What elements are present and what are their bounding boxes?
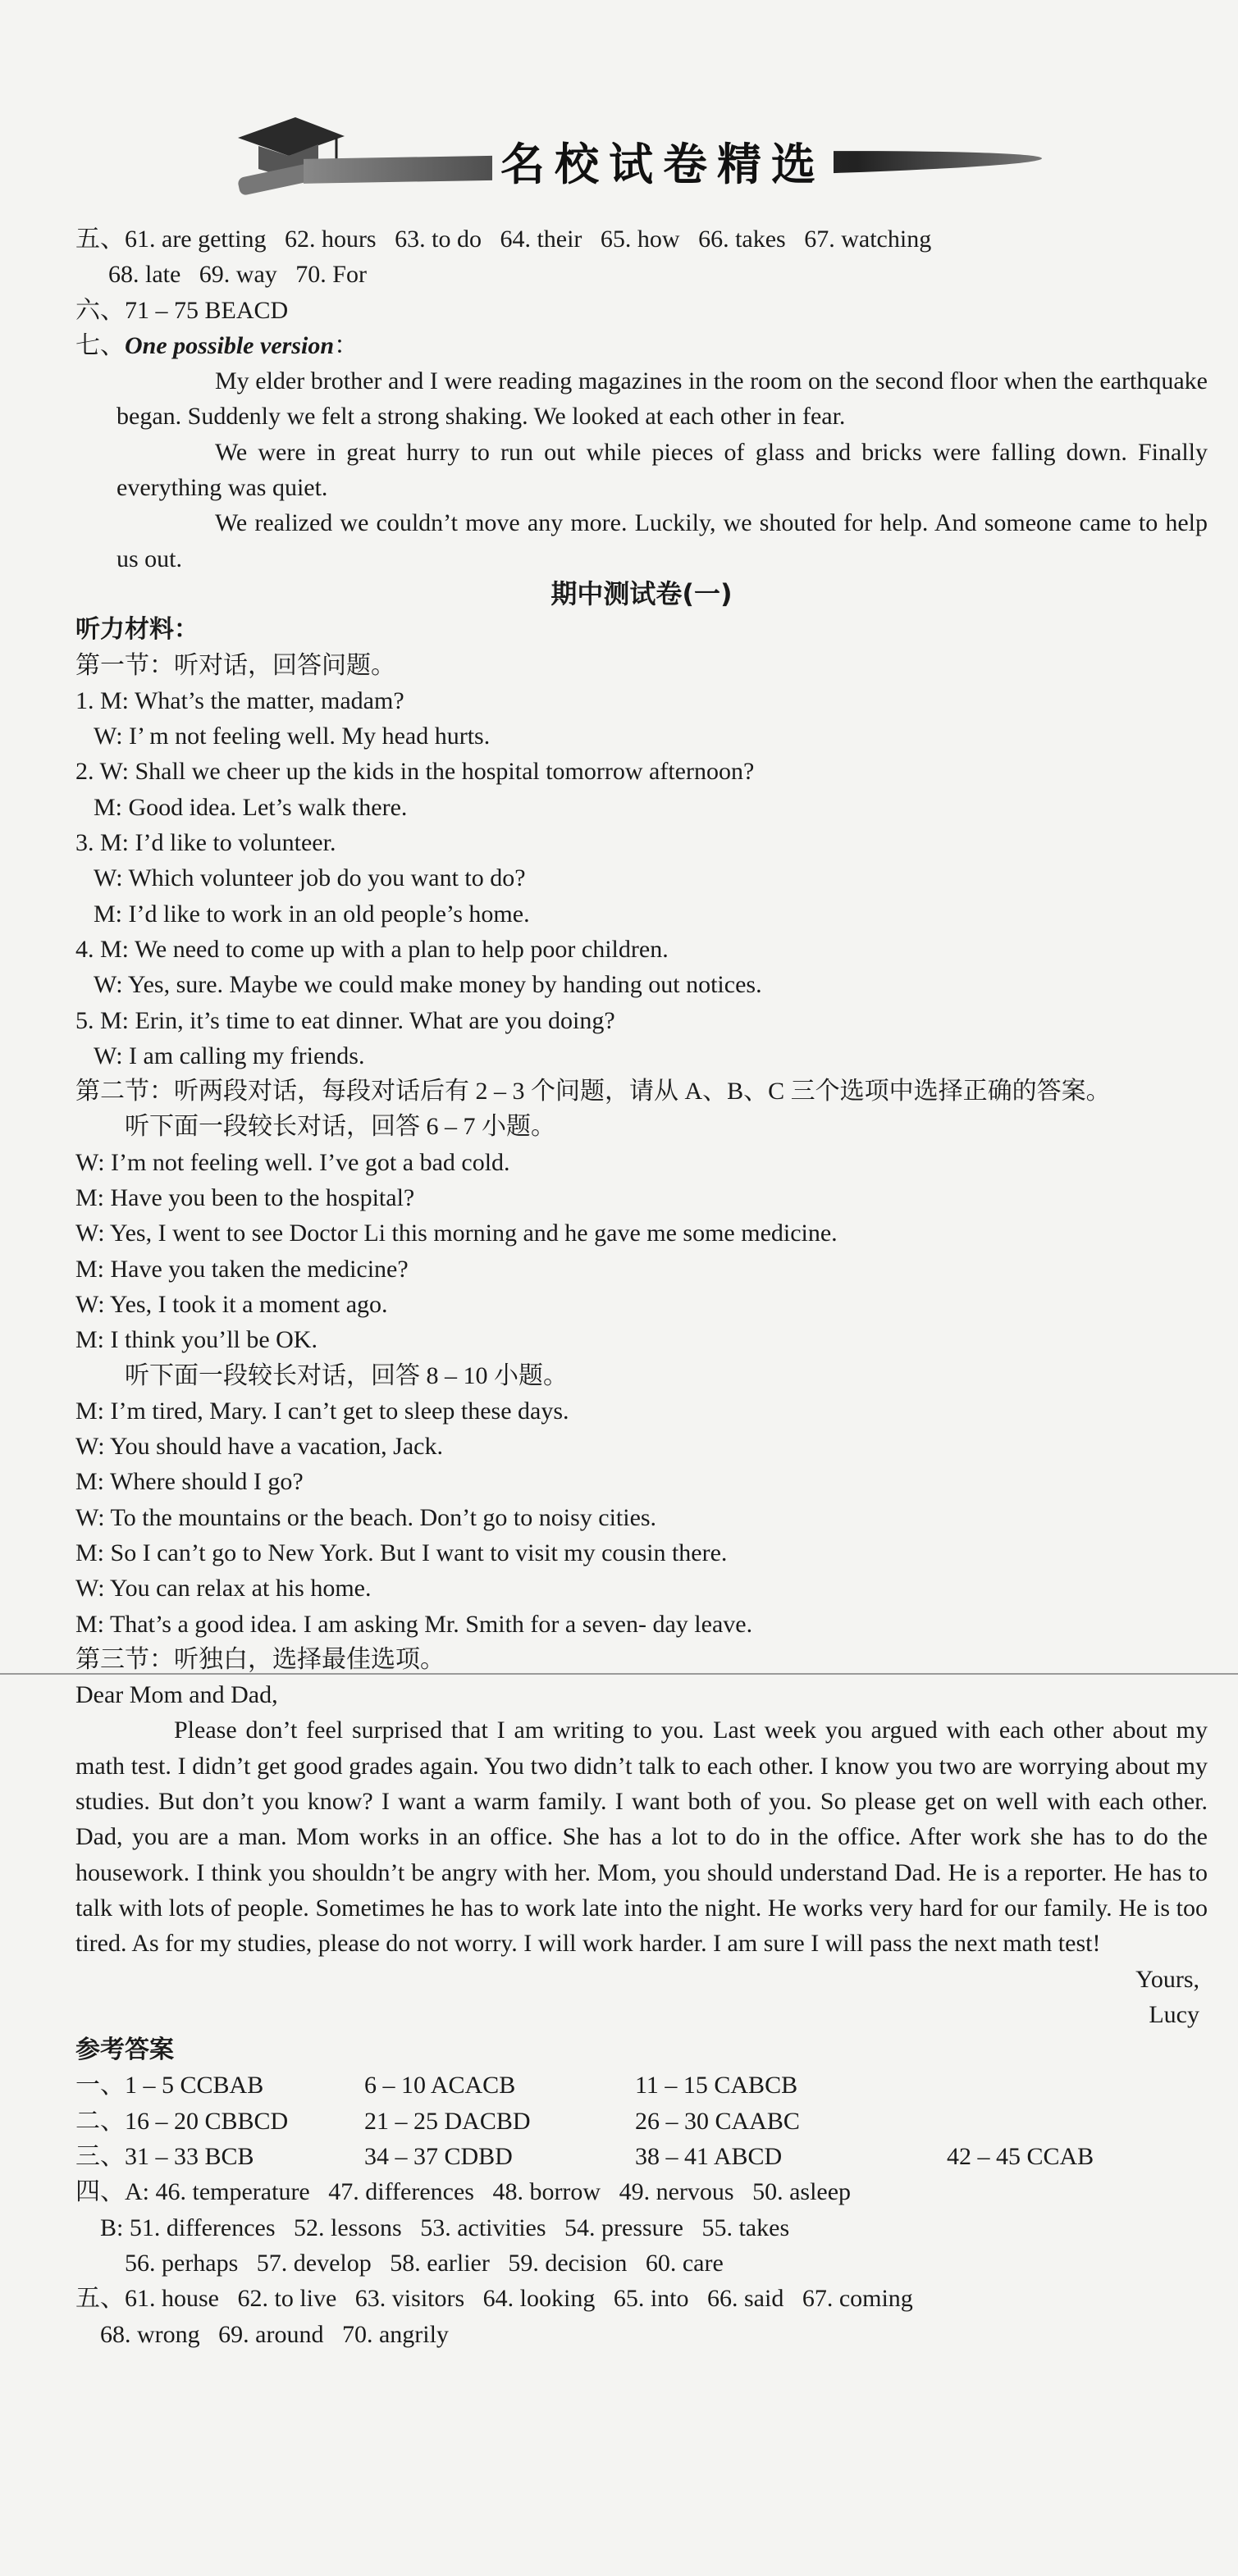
answer-cell: 34 – 37 CDBD	[364, 2143, 513, 2171]
dialog-line: M: I’d like to work in an old people’s home.	[94, 900, 530, 928]
dialog-line: M: Good idea. Let’s walk there.	[94, 793, 408, 821]
dialog-line: M: Where should I go?	[75, 1468, 304, 1496]
answer-line: B: 51. differences 52. lessons 53. activities 54. pressure 55. takes	[100, 2214, 790, 2241]
letter-body: Please don’t feel surprised that I am writing to you. Last week you argued with each other about my math test. I didn’t get good grades again. You two didn’t talk to each other. I know you two are worrying about my studies. But don’t you know? I want a warm family. I want both of you. So please get on well with each other. Dad, you are a man. Mom works in an office. She has a lot to do in the office. After work she has to do the housework. I think you shouldn’t be angry with her. Mom, you should understand Dad. He is a reporter. He has to talk with lots of people. Sometimes he has to work late into the night. He works very hard for our family. He is too tired. As for my studies, please do not worry. I will work harder. I am sure I will pass the next math test!	[75, 1717, 1208, 1958]
answer-cell: 二、16 – 20 CBBCD	[75, 2107, 289, 2135]
dialog-line: W: Which volunteer job do you want to do?	[94, 864, 526, 892]
answers-heading: 参考答案	[75, 2036, 174, 2064]
test-title: 期中测试卷(一)	[550, 577, 733, 609]
dialog-line: M: I’m tired, Mary. I can’t get to sleep these days.	[75, 1397, 569, 1425]
essay-paragraph: We were in great hurry to run out while pieces of glass and bricks were falling down. Finally everything was quiet.	[116, 438, 1208, 502]
dialog-line: W: Yes, I went to see Doctor Li this morning and he gave me some medicine.	[75, 1220, 838, 1247]
answer-line: 68. late 69. way 70. For	[108, 261, 367, 289]
dialog-line: W: Yes, I took it a moment ago.	[75, 1290, 388, 1318]
listening-part-heading: 第二节：听两段对话，每段对话后有 2 – 3 个问题，请从 A、B、C 三个选项中选择正确的答案。	[75, 1078, 1111, 1106]
dialog-line: W: You should have a vacation, Jack.	[75, 1433, 443, 1461]
letter-closing: Yours,	[1135, 1965, 1199, 1993]
answer-cell: 26 – 30 CAABC	[635, 2107, 800, 2135]
listening-part-heading: 第一节：听对话，回答问题。	[75, 651, 395, 679]
answer-line: 四、A: 46. temperature 47. differences 48. borrow 49. nervous 50. asleep	[75, 2178, 852, 2206]
answer-line: 五、61. are getting 62. hours 63. to do 64. their 65. how 66. takes 67. watching	[75, 226, 932, 253]
dialog-line: M: Have you been to the hospital?	[75, 1184, 415, 1212]
listening-instruction: 听下面一段较长对话，回答 6 – 7 小题。	[125, 1113, 555, 1141]
answer-cell: 42 – 45 CCAB	[947, 2143, 1094, 2171]
answers-row	[75, 2104, 1208, 2139]
fold-divider	[0, 1673, 1238, 1675]
listening-heading: 听力材料：	[75, 616, 199, 644]
section-heading: 七、One possible version：	[75, 331, 359, 359]
dialog-line: M: That’s a good idea. I am asking Mr. Smith for a seven- day leave.	[75, 1610, 753, 1638]
page-header	[222, 105, 1042, 203]
dialog-line: W: You can relax at his home.	[75, 1575, 372, 1603]
answer-line: 六、71 – 75 BEACD	[75, 296, 289, 324]
dialog-line: M: I think you’ll be OK.	[75, 1326, 317, 1354]
answer-cell: 21 – 25 DACBD	[364, 2107, 531, 2135]
page-content	[75, 221, 1208, 2352]
dialog-line: M: Have you taken the medicine?	[75, 1255, 409, 1283]
dialog-line: W: I’ m not feeling well. My head hurts.	[94, 723, 491, 750]
essay-paragraph: My elder brother and I were reading magazines in the room on the second floor when the earthquake began. Suddenly we felt a strong shaking. We looked at each other in fear.	[116, 367, 1208, 431]
dialog-line: W: I am calling my friends.	[94, 1042, 365, 1069]
dialog-line: W: Yes, sure. Maybe we could make money by handing out notices.	[94, 971, 762, 999]
dialog-line: W: I’m not feeling well. I’ve got a bad cold.	[75, 1148, 510, 1176]
answers-row	[75, 2139, 1208, 2174]
dialog-line: 2. W: Shall we cheer up the kids in the hospital tomorrow afternoon?	[75, 758, 755, 786]
answer-cell: 三、31 – 33 BCB	[75, 2143, 254, 2171]
dialog-line: W: To the mountains or the beach. Don’t go to noisy cities.	[75, 1503, 657, 1531]
listening-instruction: 听下面一段较长对话，回答 8 – 10 小题。	[125, 1361, 568, 1389]
answer-cell: 一、1 – 5 CCBAB	[75, 2072, 264, 2100]
dialog-line: M: So I can’t go to New York. But I want to visit my cousin there.	[75, 1539, 728, 1566]
answer-line: 五、61. house 62. to live 63. visitors 64. looking 65. into 66. said 67. coming	[75, 2285, 913, 2313]
letter-signature: Lucy	[1149, 2000, 1199, 2028]
answers-row	[75, 2068, 1208, 2103]
answer-line: 68. wrong 69. around 70. angrily	[100, 2320, 449, 2348]
dialog-line: 5. M: Erin, it’s time to eat dinner. What are you doing?	[75, 1006, 615, 1034]
essay-paragraph: We realized we couldn’t move any more. Luckily, we shouted for help. And someone came to help us out.	[116, 509, 1208, 572]
answer-line: 56. perhaps 57. develop 58. earlier 59. decision 60. care	[125, 2249, 724, 2277]
answer-cell: 11 – 15 CABCB	[635, 2072, 798, 2100]
answer-cell: 6 – 10 ACACB	[364, 2072, 516, 2100]
page-header-title: 名校试卷精选	[492, 130, 834, 193]
listening-part-heading: 第三节：听独白，选择最佳选项。	[75, 1645, 445, 1673]
dialog-line: 1. M: What’s the matter, madam?	[75, 686, 404, 714]
dialog-line: 3. M: I’d like to volunteer.	[75, 829, 336, 857]
letter-greeting: Dear Mom and Dad,	[75, 1681, 278, 1709]
dialog-line: 4. M: We need to come up with a plan to help poor children.	[75, 935, 669, 963]
answer-cell: 38 – 41 ABCD	[635, 2143, 783, 2171]
